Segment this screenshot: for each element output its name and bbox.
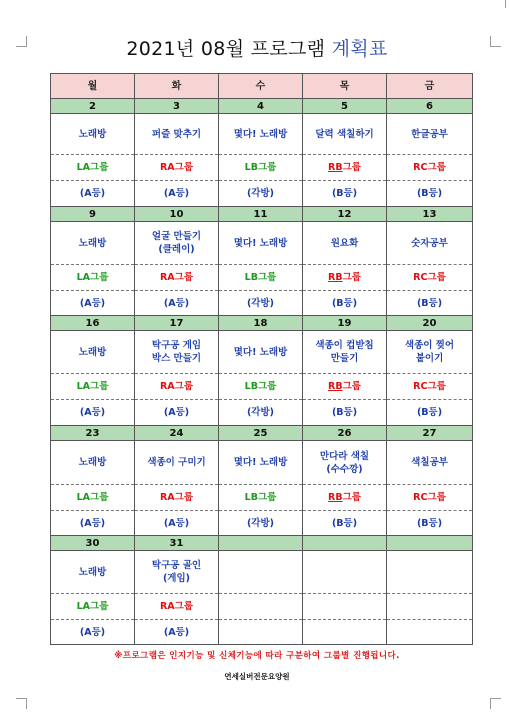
group-code: LA [76,162,91,173]
activity-line: 탁구공 게임 [151,340,202,351]
date-cell: 27 [387,426,473,441]
level-cell: (B등) [387,511,473,536]
level-cell: (A등) [135,291,219,316]
activity-line: (수수깡) [326,463,363,475]
activity-line: 만들기 [330,353,359,364]
group-cell [303,594,387,620]
group-suffix: 그룹 [174,272,194,283]
weekday-header-row [51,74,473,99]
date-cell: 10 [135,207,219,222]
group-code: RC [413,162,428,173]
group-suffix: 그룹 [342,492,361,503]
group-suffix: 그룹 [342,162,361,173]
group-cell [51,265,135,291]
group-cell [219,594,303,620]
program-schedule-table [50,73,473,645]
level-cell: (A등) [51,291,135,316]
level-cell: (B등) [303,511,387,536]
group-suffix: 그룹 [90,601,109,612]
group-cell [135,265,219,291]
date-cell: 9 [51,207,135,222]
group-cell [219,265,303,291]
group-cell [303,485,387,511]
group-cell [135,155,219,181]
activity-line: 만다라 색칠 [319,450,370,462]
level-cell: (A등) [135,511,219,536]
group-suffix: 그룹 [427,272,446,283]
group-cell [387,265,473,291]
date-cell: 6 [387,99,473,114]
activity-line: 노래방 [78,237,107,249]
date-cell: 5 [303,99,387,114]
group-suffix: 그룹 [427,162,446,173]
date-row [51,536,473,551]
group-code: RC [413,381,428,392]
group-code: RA [159,492,175,503]
weekday-header-cell: 금 [387,74,473,99]
activity-cell [219,551,303,594]
activity-cell [387,114,473,155]
group-cell [51,485,135,511]
activity-cell [135,222,219,265]
activity-cell [303,551,387,594]
date-cell [387,536,473,551]
date-cell: 20 [387,316,473,331]
level-cell: (A등) [135,400,219,426]
group-suffix: 그룹 [257,162,277,173]
date-cell: 30 [51,536,135,551]
group-cell [303,374,387,400]
activity-line: 몇다! 노래방 [233,457,288,468]
group-code: RB [328,162,343,173]
group-code: RA [159,381,175,392]
level-cell: (A등) [51,511,135,536]
group-cell [387,155,473,181]
crop-mark-bottom-right [490,698,501,709]
activity-line: 한글공부 [411,128,448,140]
activity-line: 숫자공부 [411,237,448,249]
activity-row [51,441,473,485]
group-cell [387,374,473,400]
activity-cell [135,551,219,594]
group-code: LB [244,381,258,392]
group-suffix: 그룹 [174,492,194,503]
level-row [51,291,473,316]
activity-cell [219,441,303,485]
level-cell: (A등) [135,620,219,645]
group-cell [387,485,473,511]
activity-line: 붙이기 [415,353,444,364]
activity-cell [135,441,219,485]
date-cell: 13 [387,207,473,222]
group-suffix: 그룹 [90,381,109,392]
level-cell [303,620,387,645]
activity-row [51,222,473,265]
date-cell: 31 [135,536,219,551]
page-title-accent: 계획표 [331,38,388,60]
activity-line: 노래방 [78,566,107,578]
group-suffix: 그룹 [342,381,361,392]
group-suffix: 그룹 [90,272,109,283]
group-suffix: 그룹 [174,601,194,612]
level-row [51,181,473,207]
activity-line: 몇다! 노래방 [233,346,288,358]
group-cell [51,374,135,400]
group-code: LA [76,381,91,392]
group-cell [51,155,135,181]
date-cell: 3 [135,99,219,114]
activity-line: 달력 색칠하기 [315,128,374,140]
group-cell [219,374,303,400]
group-suffix: 그룹 [427,381,446,392]
date-cell: 12 [303,207,387,222]
level-cell [219,620,303,645]
group-suffix: 그룹 [174,381,194,392]
group-code: RB [328,381,343,392]
group-code: RA [159,601,175,612]
level-cell: (각방) [219,291,303,316]
group-suffix: 그룹 [427,492,446,503]
group-row [51,594,473,620]
group-suffix: 그룹 [90,162,109,173]
activity-line: (클레이) [158,244,195,255]
group-code: LA [76,601,91,612]
group-code: RA [159,272,175,283]
weekday-header-cell: 수 [219,74,303,99]
level-cell: (각방) [219,400,303,426]
level-row [51,400,473,426]
group-suffix: 그룹 [174,162,194,173]
activity-line: 색종이 구미기 [147,457,206,468]
date-cell [219,536,303,551]
activity-cell [219,331,303,374]
activity-cell [387,222,473,265]
date-cell: 18 [219,316,303,331]
activity-line: 노래방 [78,346,107,358]
date-cell: 26 [303,426,387,441]
activity-line: 색종이 컵받침 [315,340,374,351]
group-row [51,155,473,181]
level-cell: (B등) [387,291,473,316]
level-cell: (B등) [303,400,387,426]
group-code: RA [159,162,175,173]
level-cell: (A등) [135,181,219,207]
page-title [0,34,514,61]
crop-mark-bottom-left [16,698,27,709]
group-row [51,485,473,511]
date-row [51,316,473,331]
activity-row [51,551,473,594]
date-cell: 16 [51,316,135,331]
activity-cell [135,331,219,374]
activity-cell [303,222,387,265]
group-cell [303,265,387,291]
level-row [51,620,473,645]
group-cell [219,155,303,181]
group-cell [303,155,387,181]
activity-cell [219,114,303,155]
activity-line: 색종이 찢어 [404,340,455,351]
weekday-header-cell: 화 [135,74,219,99]
activity-line: 퍼즐 맞추기 [151,128,202,140]
level-cell: (각방) [219,511,303,536]
group-code: RC [413,272,428,283]
activity-cell [303,331,387,374]
level-cell: (A등) [51,620,135,645]
date-row [51,207,473,222]
group-row [51,265,473,291]
level-cell: (A등) [51,400,135,426]
group-code: RC [413,492,428,503]
group-suffix: 그룹 [257,492,277,503]
group-suffix: 그룹 [257,272,277,283]
group-cell [135,485,219,511]
activity-line: 원요화 [330,237,359,249]
weekday-header-cell: 목 [303,74,387,99]
activity-line: 색칠공부 [411,457,448,468]
date-cell: 24 [135,426,219,441]
activity-cell [387,551,473,594]
date-cell: 4 [219,99,303,114]
activity-line: 노래방 [78,128,107,140]
level-cell: (B등) [303,181,387,207]
date-cell: 2 [51,99,135,114]
activity-line: 탁구공 골인 [151,560,202,571]
level-cell: (B등) [303,291,387,316]
page-title-main: 2021년 08월 프로그램 [126,38,332,60]
date-cell [303,536,387,551]
group-suffix: 그룹 [342,272,361,283]
activity-cell [135,114,219,155]
activity-cell [387,331,473,374]
group-cell [51,594,135,620]
group-cell [135,374,219,400]
date-cell: 17 [135,316,219,331]
level-cell: (A등) [51,181,135,207]
activity-cell [51,551,135,594]
date-cell: 19 [303,316,387,331]
date-cell: 11 [219,207,303,222]
group-cell [387,594,473,620]
organization-name: 연세실버전문요양원 [224,672,290,681]
group-cell [135,594,219,620]
activity-line: 얼굴 만들기 [151,231,202,242]
level-cell: (B등) [387,181,473,207]
activity-cell [51,441,135,485]
group-suffix: 그룹 [257,381,277,392]
activity-line: 노래방 [78,457,107,468]
group-code: LB [244,162,258,173]
date-row [51,426,473,441]
activity-cell [303,441,387,485]
page-top-tick [505,0,506,8]
weekday-header-cell: 월 [51,74,135,99]
group-code: RB [328,492,343,503]
group-code: LB [244,492,258,503]
activity-cell [51,331,135,374]
activity-cell [387,441,473,485]
footnote: ※프로그램은 인지기능 및 신체기능에 따라 구분하여 그룹별 진행됩니다. [114,651,400,661]
group-cell [219,485,303,511]
group-code: LA [76,272,91,283]
group-code: RB [328,272,343,283]
group-code: LA [76,492,91,503]
group-suffix: 그룹 [90,492,109,503]
activity-cell [51,222,135,265]
activity-cell [51,114,135,155]
group-row [51,374,473,400]
level-cell: (각방) [219,181,303,207]
activity-line: (게임) [162,573,191,584]
activity-cell [303,114,387,155]
activity-row [51,114,473,155]
activity-line: 박스 만들기 [151,353,202,364]
group-code: LB [244,272,258,283]
date-cell: 25 [219,426,303,441]
level-row [51,511,473,536]
activity-row [51,331,473,374]
activity-cell [219,222,303,265]
date-cell: 23 [51,426,135,441]
level-cell: (B등) [387,400,473,426]
level-cell [387,620,473,645]
date-row [51,99,473,114]
activity-line: 몇다! 노래방 [233,128,288,140]
activity-line: 몇다! 노래방 [233,237,288,249]
